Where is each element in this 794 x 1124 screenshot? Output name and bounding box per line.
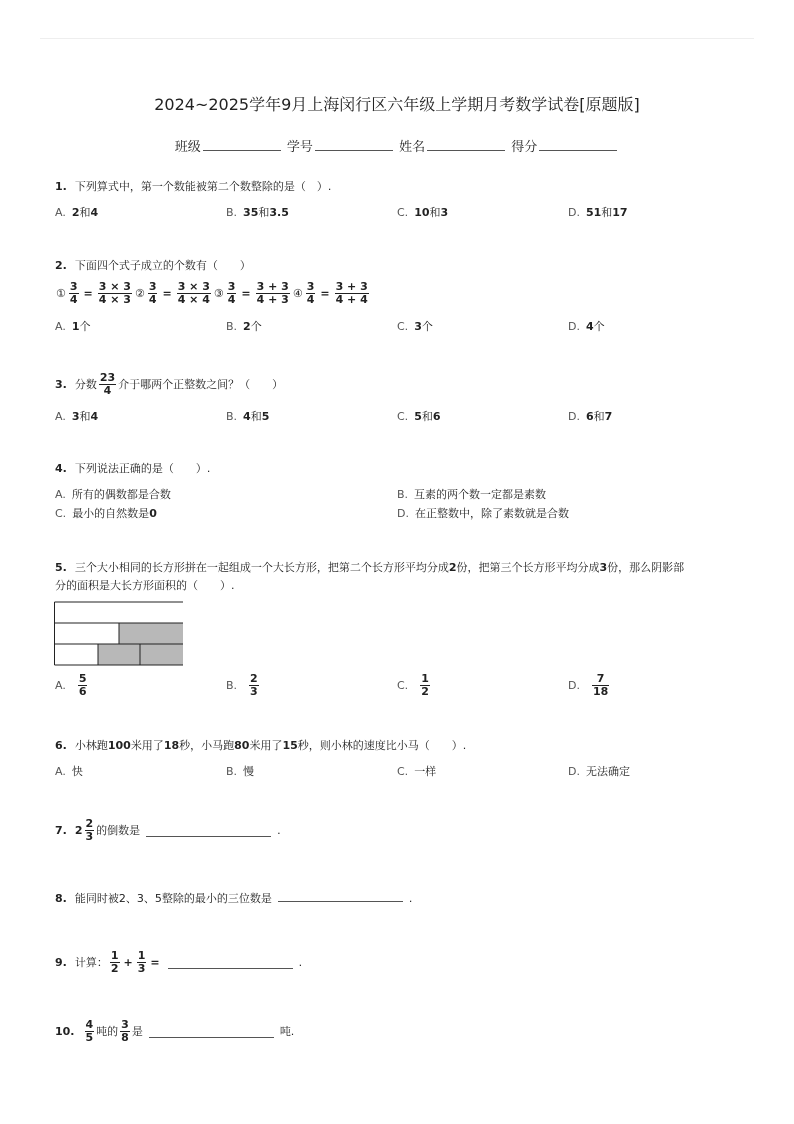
q5-option-c[interactable]: C. $\frac{1}{2}$ xyxy=(397,672,429,698)
score-blank[interactable] xyxy=(539,138,617,151)
name-label: 姓名 xyxy=(399,140,426,155)
student-number-blank[interactable] xyxy=(315,138,393,151)
question-8: 8. 能同时被2、3、5整除的最小的三位数是 . xyxy=(55,889,412,907)
q1-option-a[interactable]: A. 2和4 xyxy=(55,206,99,219)
q1-option-b[interactable]: B. 35和3.5 xyxy=(226,206,289,219)
class-label: 班级 xyxy=(174,140,201,155)
q3-option-c[interactable]: C. 5和6 xyxy=(397,410,441,423)
q6-option-d[interactable]: D. 无法确定 xyxy=(568,765,630,778)
student-number-label: 学号 xyxy=(286,140,313,155)
q5-option-a[interactable]: A. $\frac{5}{6}$ xyxy=(55,672,87,698)
shaded-part-rect3-a xyxy=(98,644,140,665)
question-10: 10. $\frac{4}{5}$ 吨的 $\frac{3}{8}$ 是 吨. xyxy=(55,1018,295,1044)
score-label: 得分 xyxy=(511,140,538,155)
q2-option-a[interactable]: A. 1个 xyxy=(55,320,91,333)
student-info-line xyxy=(0,136,794,155)
class-blank[interactable] xyxy=(203,138,281,151)
question-9: 9. 计算： $\frac{1}{2}$ + $\frac{1}{3}$ = . xyxy=(55,949,303,975)
q2-option-d[interactable]: D. 4个 xyxy=(568,320,605,333)
q2-equations: ① $\frac{3}{4}$ = $\frac{3 \times 3}{4 \times 3}$ ② $\frac{3}{4}$ = $\frac{3 \times 3}{4 \times 4}$ ③ $\frac{3}{4}$ = $\frac{3 + 3}{4 + 3}$ ④ $\frac{3}{4}$ = $\frac{3 + 3}{4 + 4}$ xyxy=(56,280,368,306)
question-4: 4. 下列说法正确的是（ ）. xyxy=(55,462,211,475)
q9-answer-blank[interactable] xyxy=(168,956,293,969)
q8-answer-blank[interactable] xyxy=(278,889,403,902)
shaded-part-rect2 xyxy=(119,623,183,644)
q1-option-c[interactable]: C. 10和3 xyxy=(397,206,449,219)
q2-option-c[interactable]: C. 3个 xyxy=(397,320,433,333)
question-6: 6. 小林跑100米用了18秒，小马跑80米用了15秒，则小林的速度比小马（ ）. xyxy=(55,739,467,752)
q6-option-c[interactable]: C. 一样 xyxy=(397,765,437,778)
question-5: 5. 三个大小相同的长方形拼在一起组成一个大长方形，把第二个长方形平均分成2份，把第三个长方形平均分成3份，那么阴影部 xyxy=(55,561,685,574)
q7-answer-blank[interactable] xyxy=(146,824,271,837)
q3-option-b[interactable]: B. 4和5 xyxy=(226,410,270,423)
shaded-part-rect3-b xyxy=(140,644,183,665)
page-title: 2024~2025学年9月上海闵行区六年级上学期月考数学试卷[原题版] xyxy=(154,95,640,114)
q2-option-b[interactable]: B. 2个 xyxy=(226,320,262,333)
q6-option-b[interactable]: B. 慢 xyxy=(226,765,255,778)
q1-option-d[interactable]: D. 51和17 xyxy=(568,206,628,219)
q3-option-a[interactable]: A. 3和4 xyxy=(55,410,99,423)
question-1: 1. 下列算式中，第一个数能被第二个数整除的是（ ）. xyxy=(55,180,332,193)
question-3: 3. 分数 $\frac{23}{4}$ 介于哪两个正整数之间？（ ） xyxy=(55,371,284,397)
q5-option-d[interactable]: D. $\frac{7}{18}$ xyxy=(568,672,609,698)
top-divider xyxy=(40,38,754,39)
q6-option-a[interactable]: A. 快 xyxy=(55,765,83,778)
q4-option-b[interactable]: B. 互素的两个数一定都是素数 xyxy=(397,488,547,501)
rectangles-figure xyxy=(54,601,184,667)
name-blank[interactable] xyxy=(427,138,505,151)
question-7: 7. 2 $\frac{2}{3}$ 的倒数是 . xyxy=(55,817,281,843)
question-2: 2. 下面四个式子成立的个数有（ ） xyxy=(55,259,251,272)
q4-option-a[interactable]: A. 所有的偶数都是合数 xyxy=(55,488,171,501)
q4-option-c[interactable]: C. 最小的自然数是0 xyxy=(55,507,157,520)
q3-option-d[interactable]: D. 6和7 xyxy=(568,410,613,423)
question-5-line-2: 分的面积是大长方形面积的（ ）. xyxy=(55,579,235,592)
q5-option-b[interactable]: B. $\frac{2}{3}$ xyxy=(226,672,258,698)
q10-answer-blank[interactable] xyxy=(149,1025,274,1038)
q4-option-d[interactable]: D. 在正整数中，除了素数就是合数 xyxy=(397,507,569,520)
